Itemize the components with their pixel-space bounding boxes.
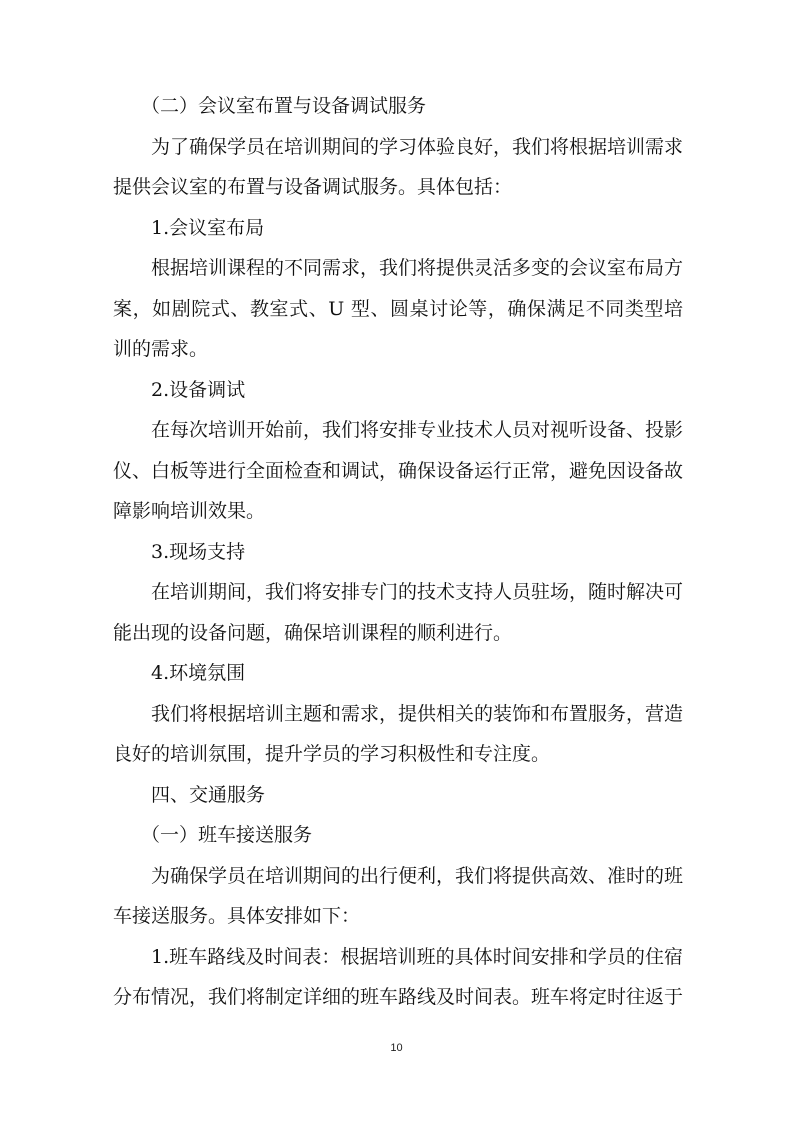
paragraph-intro: 为了确保学员在培训期间的学习体验良好，我们将根据培训需求提供会议室的布置与设备调试服务。具体包括： (113, 135, 684, 198)
section-heading-transport: 四、交通服务 (151, 783, 266, 806)
paragraph-layout: 根据培训课程的不同需求，我们将提供灵活多变的会议室布局方案，如剧院式、教室式、U 型、圆桌讨论等，确保满足不同类型培训的需求。 (113, 257, 684, 360)
subheading-onsite-support: 3.现场支持 (151, 540, 246, 563)
paragraph-shuttle-routes: 1.班车路线及时间表：根据培训班的具体时间安排和学员的住宿分布情况，我们将制定详细的班车路线及时间表。班车将定时往返于 (113, 945, 684, 1008)
page-number: 10 (390, 1042, 403, 1054)
subsection-heading-shuttle: （一）班车接送服务 (141, 824, 313, 846)
subheading-layout: 1.会议室布局 (151, 216, 265, 239)
subheading-atmosphere: 4.环境氛围 (151, 662, 246, 684)
paragraph-atmosphere: 我们将根据培训主题和需求，提供相关的装饰和布置服务，营造良好的培训氛围，提升学员的学习积极性和专注度。 (113, 702, 684, 765)
paragraph-onsite-support: 在培训期间，我们将安排专门的技术支持人员驻场，随时解决可能出现的设备问题，确保培训课程的顺利进行。 (113, 581, 684, 644)
section-heading-meeting-room: （二）会议室布置与设备调试服务 (141, 95, 427, 117)
subheading-equipment: 2.设备调试 (151, 378, 246, 401)
paragraph-equipment: 在每次培训开始前，我们将安排专业技术人员对视听设备、投影仪、白板等进行全面检查和调试，确保设备运行正常，避免因设备故障影响培训效果。 (113, 419, 684, 522)
paragraph-shuttle-intro: 为确保学员在培训期间的出行便利，我们将提供高效、准时的班车接送服务。具体安排如下： (113, 864, 684, 927)
page-body (113, 86, 683, 1018)
